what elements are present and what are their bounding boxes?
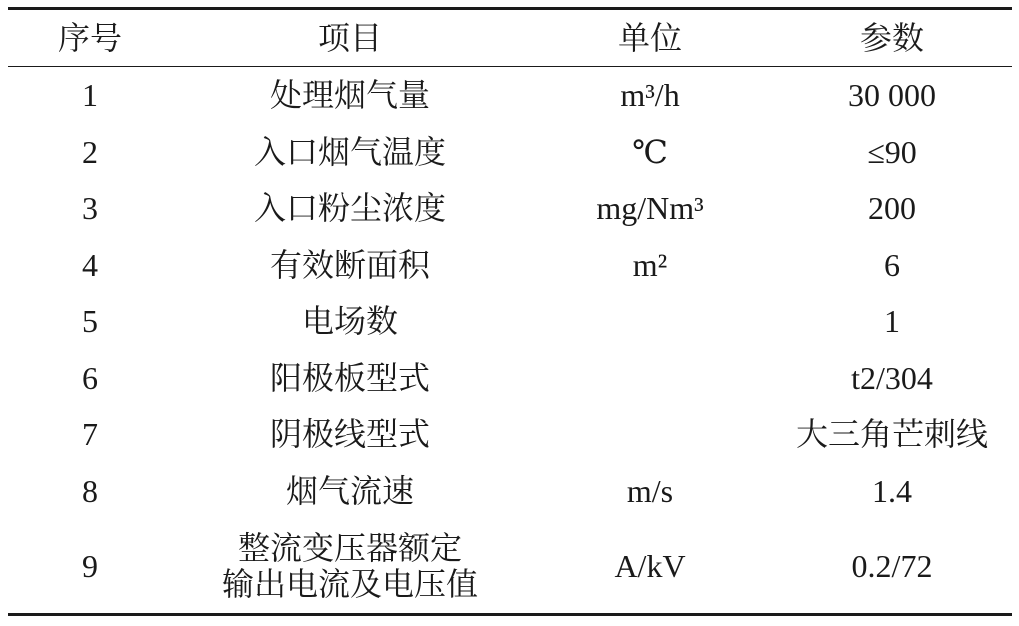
row-unit: ℃ <box>632 133 668 170</box>
row-value: 0.2/72 <box>851 548 933 584</box>
table-row <box>8 124 1012 181</box>
row-no: 6 <box>82 359 98 396</box>
row-item: 阴极线型式 <box>269 416 430 453</box>
table-row <box>8 519 1012 613</box>
row-item: 电场数 <box>301 303 398 340</box>
row-unit: A/kV <box>614 548 686 584</box>
row-value: 30 000 <box>848 77 936 114</box>
header-value: 参数 <box>859 20 924 56</box>
row-no: 3 <box>82 190 98 227</box>
table-row <box>8 293 1012 350</box>
table-row <box>8 350 1012 407</box>
row-item: 烟气流速 <box>285 472 414 509</box>
row-value: 1 <box>884 303 900 340</box>
header-item: 项目 <box>317 20 382 56</box>
row-no: 7 <box>82 416 98 453</box>
table-row <box>8 180 1012 237</box>
row-item: 阳极板型式 <box>269 359 430 396</box>
row-item: 处理烟气量 <box>269 77 430 114</box>
row-no: 8 <box>82 472 98 509</box>
table-row <box>8 463 1012 520</box>
row-no: 4 <box>82 246 98 283</box>
row-no: 9 <box>82 548 98 584</box>
table-header-row <box>8 10 1012 67</box>
row-no: 5 <box>82 303 98 340</box>
row-no: 1 <box>82 77 98 114</box>
row-no: 2 <box>82 133 98 170</box>
row-item: 入口粉尘浓度 <box>253 190 446 227</box>
table-row <box>8 67 1012 124</box>
row-unit: m² <box>632 246 668 283</box>
header-no: 序号 <box>57 20 122 56</box>
row-unit: mg/Nm³ <box>596 190 704 227</box>
row-value: t2/304 <box>851 359 933 396</box>
row-unit: m/s <box>626 472 674 509</box>
row-unit: m³/h <box>620 77 680 114</box>
row-value: 大三角芒刺线 <box>795 416 988 453</box>
table-row <box>8 237 1012 294</box>
row-item: 有效断面积 <box>269 246 430 283</box>
row-value: 6 <box>884 246 900 283</box>
table-row <box>8 406 1012 463</box>
row-value: ≤90 <box>867 133 917 170</box>
parameter-table <box>8 7 1012 616</box>
header-unit: 单位 <box>617 20 682 56</box>
row-value: 1.4 <box>872 472 912 509</box>
row-item: 整流变压器额定 输出电流及电压值 <box>221 530 478 602</box>
row-value: 200 <box>868 190 916 227</box>
row-item: 入口烟气温度 <box>253 133 446 170</box>
